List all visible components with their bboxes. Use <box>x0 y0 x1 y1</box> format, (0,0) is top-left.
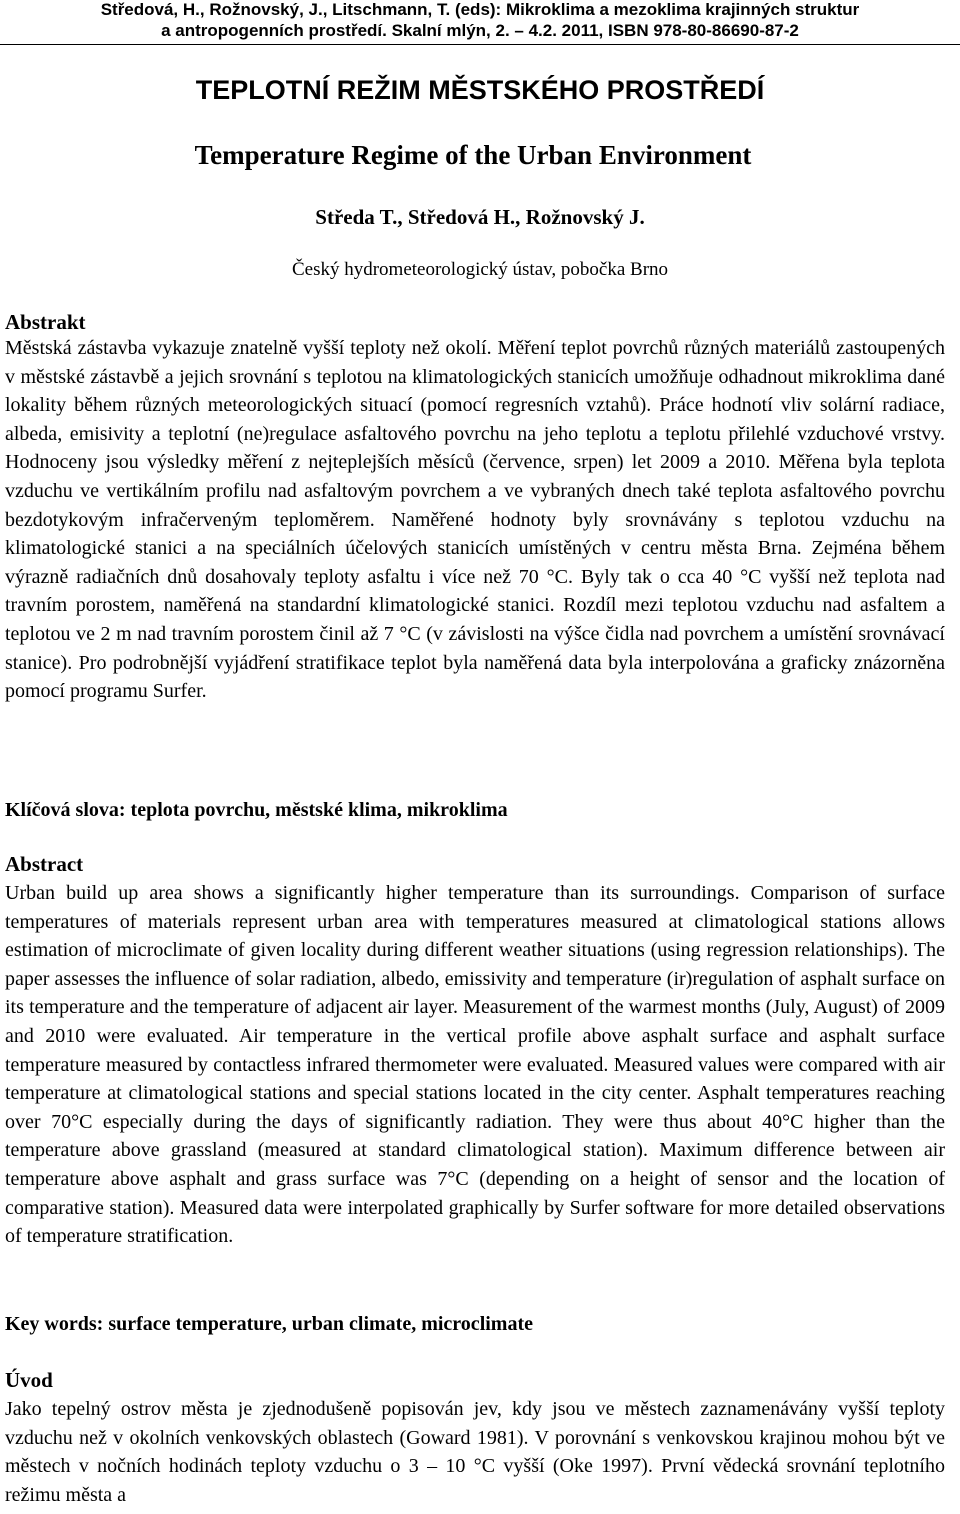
abstract-heading: Abstract <box>5 852 84 876</box>
authors: Středa T., Středová H., Rožnovský J. <box>315 205 645 229</box>
abstrakt-keywords: Klíčová slova: teplota povrchu, městské klima, mikroklima <box>5 799 508 821</box>
abstrakt-text: Městská zástavba vykazuje znatelně vyšší teploty než okolí. Měření teplot povrchů různých materiálů zastoupených v městské zástavbě a jejich srovnání s teplotou na klimatologických stanicích umožňuje odhadnout mikroklima dané lokality během různých meteorologických situací (pomocí regresních vztahů). Práce hodnotí vliv solární radiace, albeda, emisivity a teplotní (ne)regulace asfaltového povrchu na jeho teplotu a teplotu přilehlé vzduchové vrstvy. Hodnoceny jsou výsledky měření z nejteplejších měsíců (července, srpen) let 2009 a 2010. Měřena byla teplota vzduchu ve vertikálním profilu nad asfaltovým povrchem a ve vybraných dnech také teplota asfaltového povrchu bezdotykovým infračerveným teploměrem. Naměřené hodnoty byly srovnávány s teplotou vzduchu na klimatologické stanici a na speciálních účelových stanicích umístěných v centru města Brna. Zejména během výrazně radiačních dnů dosahovaly teploty asfaltu i více než 70 °C. Byly tak o cca 40 °C vyšší než teplota nad travním porostem, naměřená na standardní klimatologické stanici. Rozdíl mezi teplotou vzduchu nad asfaltem a teplotou ve 2 m nad travním porostem činil až 7 °C (v závislosti na výšce čidla nad povrchem a umístění srovnávací stanice). Pro podrobnější vyjádření stratifikace teplot byla naměřená data byla interpolována a graficky znázorněna pomocí programu Surfer. <box>5 337 945 703</box>
title-english: Temperature Regime of the Urban Environment <box>194 140 752 170</box>
affiliation: Český hydrometeorologický ústav, pobočka Brno <box>291 259 669 280</box>
abstract-text: Urban build up area shows a significantly higher temperature than its surroundings. Comparison of surface temperatures of materials represent urban area with temperatures measured at climatological stations allows estimation of microclimate of given locality during different weather situations (using regression relationships). The paper assesses the influence of solar radiation, albedo, emissivity and temperature (ir)regulation of asphalt surface on its temperature and the temperature of adjacent air layer. Measurement of the warmest months (July, August) of 2009 and 2010 were evaluated. Air temperature in the vertical profile above asphalt surface and asphalt surface temperature measured by contactless infrared thermometer were evaluated. Measured values were compared with air temperature at climatological stations and special stations located in the city center. Asphalt temperatures reaching over 70°C especially during the days of significantly radiation. They were thus about 40°C higher than the temperature above grassland (measured at standard climatological station). Maximum difference between air temperature above asphalt and grass surface was 7°C (depending on a height of sensor and the location of comparative station). Measured data were interpolated graphically by Surfer software for more detailed observations of temperature stratification. <box>5 882 945 1248</box>
title-czech: TEPLOTNÍ REŽIM MĚSTSKÉHO PROSTŘEDÍ <box>195 75 765 105</box>
header-divider <box>0 44 960 45</box>
abstract-keywords: Key words: surface temperature, urban climate, microclimate <box>5 1313 533 1335</box>
abstrakt-heading: Abstrakt <box>5 310 86 334</box>
page-header <box>0 0 960 44</box>
uvod-heading: Úvod <box>5 1368 53 1392</box>
header-citation-line-1: Středová, H., Rožnovský, J., Litschmann, T. (eds): Mikroklima a mezoklima krajinných struktur <box>100 0 860 19</box>
header-citation-line-2: a antropogenních prostředí. Skalní mlýn, 2. – 4.2. 2011, ISBN 978-80-86690-87-2 <box>161 21 799 40</box>
uvod-text: Jako tepelný ostrov města je zjednodušeně popisován jev, kdy jsou ve městech zaznamenávány vyšší teploty vzduchu než v okolních venkovských oblastech (Goward 1981). V porovnání s venkovskou krajinou mohou být ve městech v nočních hodinách teploty vzduchu o 3 – 10 °C vyšší (Oke 1997). První vědecká srovnání teplotního režimu města a <box>5 1398 945 1506</box>
